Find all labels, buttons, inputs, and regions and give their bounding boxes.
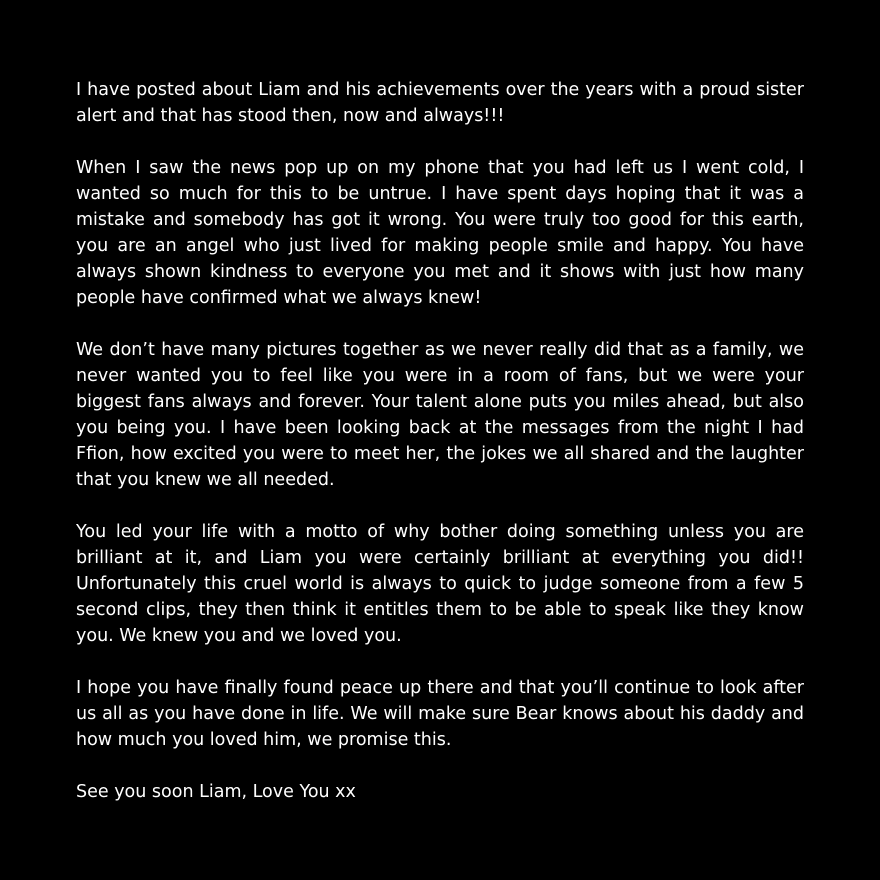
paragraph-motto: You led your life with a motto of why bother doing something unless you are brilliant at it, and Liam you were certainly brilliant at everything you did!! Unfortunately this cruel world is always to quick to judge someone from a few 5 second clips, they then think it entitles them to be able to speak like they know you. We knew you and we loved you. [76,522,804,646]
paragraph-peace: I hope you have finally found peace up there and that you’ll continue to look after us all as you have done in life. We will make sure Bear knows about his daddy and how much you loved him, we promise this. [76,678,804,750]
paragraph-news: When I saw the news pop up on my phone that you had left us I went cold, I wanted so much for this to be untrue. I have spent days hoping that it was a mistake and somebody has got it wrong. You were truly too good for this earth, you are an angel who just lived for making people smile and happy. You have always shown kindness to everyone you met and it shows with just how many people have confirmed what we always knew! [76,158,804,308]
paragraph-pictures: We don’t have many pictures together as we never really did that as a family, we never wanted you to feel like you were in a room of fans, but we were your biggest fans always and forever. Your talent alone puts you miles ahead, but also you being you. I have been looking back at the messages from the night I had Ffion, how excited you were to meet her, the jokes we all shared and the laughter that you knew we all needed. [76,340,804,490]
paragraph-intro: I have posted about Liam and his achievements over the years with a proud sister alert and that has stood then, now and always!!! [76,80,804,126]
paragraph-signoff: See you soon Liam, Love You xx [76,782,356,802]
